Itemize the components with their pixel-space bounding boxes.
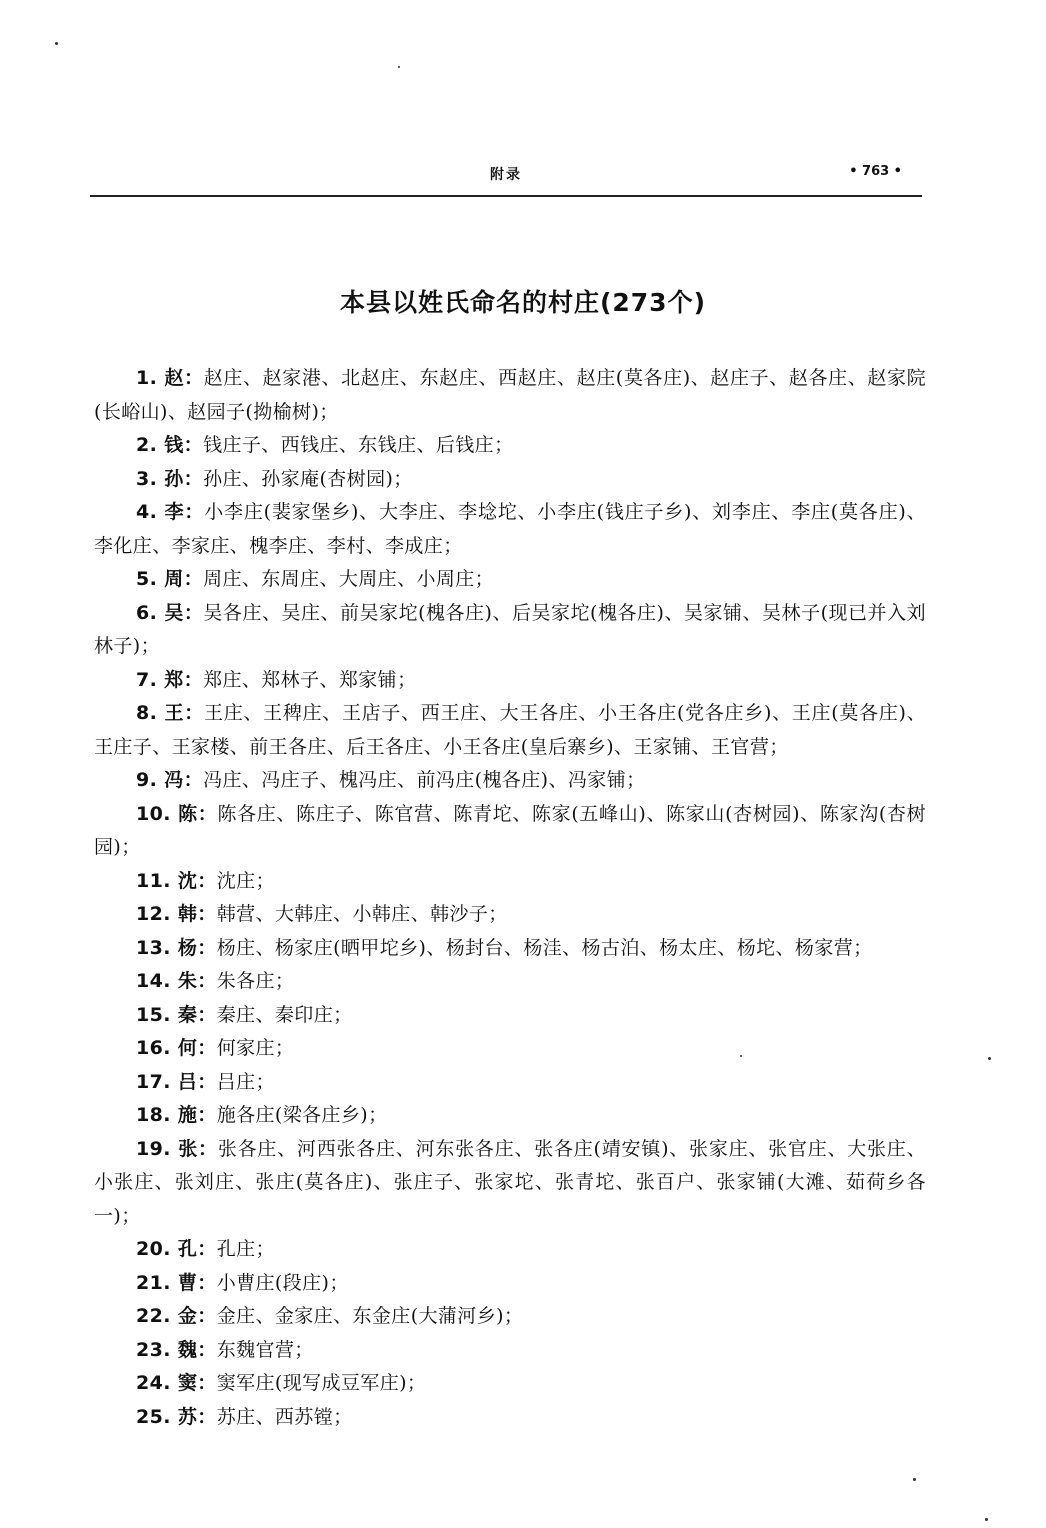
surname-label: 9. 冯： (136, 769, 204, 791)
list-item (94, 463, 926, 497)
village-names: 张各庄、河西张各庄、河东张各庄、张各庄(靖安镇)、张家庄、张官庄、大张庄、小张庄、张刘庄、张庄(莫各庄)、张庄子、张家坨、张青坨、张百户、张家铺(大滩、茹荷乡各一)； (94, 1137, 926, 1227)
surname-label: 12. 韩： (136, 903, 217, 925)
list-item (94, 1032, 926, 1066)
village-names: 吴各庄、吴庄、前吴家坨(槐各庄)、后吴家坨(槐各庄)、吴家铺、吴林子(现已并入刘林子)； (94, 601, 926, 657)
surname-label: 11. 沈： (136, 869, 217, 892)
village-names: 施各庄(梁各庄乡)； (216, 1104, 388, 1126)
village-names: 孙庄、孙家庵(杏树园)； (203, 467, 413, 490)
list-item (94, 999, 926, 1033)
village-names: 朱各庄； (216, 970, 295, 992)
list-item (94, 664, 926, 698)
scan-speck (740, 1055, 742, 1057)
list-item (94, 1233, 926, 1267)
header-divider (90, 195, 922, 197)
list-item (94, 1066, 926, 1100)
surname-label: 22. 金： (136, 1305, 217, 1327)
surname-label: 15. 秦： (136, 1003, 217, 1026)
village-names: 苏庄、西苏镗； (216, 1405, 353, 1428)
list-item (94, 898, 926, 932)
scan-speck (985, 1518, 988, 1521)
village-names: 陈各庄、陈庄子、陈官营、陈青坨、陈家(五峰山)、陈家山(杏树园)、陈家沟(杏树园)； (94, 802, 926, 858)
surname-label: 17. 吕： (136, 1070, 217, 1093)
scan-speck (988, 1057, 991, 1060)
surname-village-list (94, 362, 926, 1434)
surname-label: 18. 施： (136, 1104, 217, 1126)
village-names: 孔庄； (216, 1238, 275, 1260)
surname-label: 3. 孙： (136, 467, 204, 490)
surname-label: 8. 王： (136, 702, 204, 724)
list-item (94, 1367, 926, 1401)
village-names: 东魏官营； (216, 1338, 314, 1361)
surname-label: 14. 朱： (136, 970, 217, 992)
list-item (94, 1334, 926, 1368)
page-number: • 763 • (849, 164, 902, 179)
village-names: 郑庄、郑林子、郑家铺； (203, 668, 417, 691)
village-names: 杨庄、杨家庄(晒甲坨乡)、杨封台、杨洼、杨古泊、杨太庄、杨坨、杨家营； (216, 936, 873, 959)
list-item (94, 429, 926, 463)
surname-label: 6. 吴： (136, 601, 204, 624)
list-item (94, 1401, 926, 1435)
village-names: 秦庄、秦印庄； (216, 1003, 353, 1026)
surname-label: 20. 孔： (136, 1238, 217, 1260)
village-names: 小曹庄(段庄)； (216, 1271, 349, 1294)
surname-label: 10. 陈： (136, 802, 218, 825)
village-names: 韩营、大韩庄、小韩庄、韩沙子； (216, 903, 508, 925)
surname-label: 1. 赵： (136, 367, 204, 389)
list-item (94, 764, 926, 798)
surname-label: 4. 李： (136, 501, 205, 523)
scan-speck (913, 1478, 916, 1481)
village-names: 小李庄(裴家堡乡)、大李庄、李埝坨、小李庄(钱庄子乡)、刘李庄、李庄(莫各庄)、李化庄、李家庄、槐李庄、李村、李成庄； (94, 501, 926, 557)
surname-label: 13. 杨： (136, 936, 217, 959)
scan-speck (398, 66, 400, 68)
section-title: 附录 (490, 167, 522, 183)
list-item (94, 965, 926, 999)
list-item (94, 496, 926, 563)
village-names: 冯庄、冯庄子、槐冯庄、前冯庄(槐各庄)、冯家铺； (203, 769, 646, 791)
surname-label: 21. 曹： (136, 1271, 217, 1294)
list-item (94, 1099, 926, 1133)
list-item (94, 597, 926, 664)
list-item (94, 362, 926, 429)
list-item (94, 798, 926, 865)
list-item (94, 932, 926, 966)
surname-label: 2. 钱： (136, 434, 204, 456)
list-item (94, 697, 926, 764)
village-names: 窦军庄(现写成豆军庄)； (216, 1372, 427, 1394)
list-item (94, 1267, 926, 1301)
surname-label: 25. 苏： (136, 1405, 217, 1428)
village-names: 周庄、东周庄、大周庄、小周庄； (203, 568, 495, 590)
village-names: 赵庄、赵家港、北赵庄、东赵庄、西赵庄、赵庄(莫各庄)、赵庄子、赵各庄、赵家院(长峪山)、赵园子(拗榆树)； (94, 367, 926, 423)
village-names: 王庄、王稗庄、王店子、西王庄、大王各庄、小王各庄(党各庄乡)、王庄(莫各庄)、王庄子、王家楼、前王各庄、后王各庄、小王各庄(皇后寨乡)、王家铺、王官营； (94, 702, 926, 758)
village-names: 吕庄； (216, 1070, 275, 1093)
surname-label: 23. 魏： (136, 1338, 217, 1361)
village-names: 金庄、金家庄、东金庄(大蒲河乡)； (216, 1305, 524, 1327)
running-header (90, 164, 922, 186)
village-names: 钱庄子、西钱庄、东钱庄、后钱庄； (203, 434, 514, 456)
surname-label: 24. 窦： (136, 1372, 217, 1394)
list-item (94, 1133, 926, 1234)
surname-label: 5. 周： (136, 568, 204, 590)
village-names: 沈庄； (216, 869, 275, 892)
village-names: 何家庄； (216, 1037, 295, 1059)
list-item (94, 1300, 926, 1334)
list-item (94, 865, 926, 899)
surname-label: 16. 何： (136, 1037, 217, 1059)
page-title: 本县以姓氏命名的村庄(273个) (339, 288, 707, 317)
scan-speck (55, 42, 58, 45)
list-item (94, 563, 926, 597)
surname-label: 19. 张： (136, 1137, 218, 1160)
surname-label: 7. 郑： (136, 668, 204, 691)
